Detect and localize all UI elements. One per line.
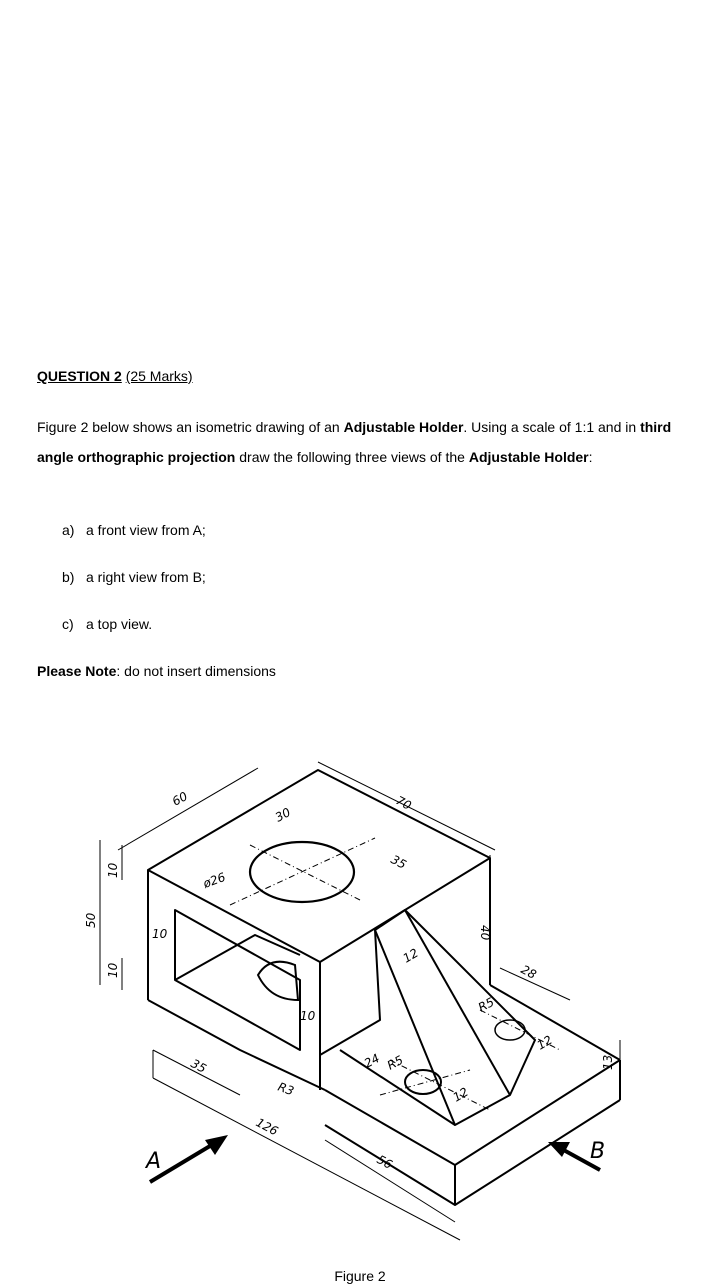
dim-40: 40 [478, 925, 492, 941]
dim-10-d: 10 [300, 1009, 316, 1023]
dim-r3: R3 [275, 1079, 296, 1099]
dim-70: 70 [393, 793, 414, 813]
dim-r5-b: R5 [384, 1052, 406, 1073]
dim-35: 35 [188, 1056, 209, 1076]
figure-caption: Figure 2 [334, 1268, 386, 1284]
list-item-label: b) [62, 569, 75, 585]
paragraph-bold: Adjustable Holder [468, 449, 589, 465]
dim-10-b: 10 [152, 927, 168, 941]
dim-13: 13 [601, 1054, 615, 1070]
dim-12-c: 12 [450, 1084, 471, 1105]
view-label-a: A [146, 1149, 162, 1174]
list-item-text: a top view. [86, 616, 153, 632]
question-paragraph [37, 412, 677, 472]
dim-30: 30 [272, 805, 293, 825]
dim-12-a: 12 [400, 945, 421, 966]
list-item-text: a right view from B; [86, 569, 206, 585]
dim-r5-a: R5 [475, 994, 497, 1015]
view-arrow-a [150, 1135, 228, 1182]
list-item [62, 569, 206, 585]
note [37, 663, 276, 679]
paragraph-text: Figure 2 below shows an isometric drawing of an [37, 419, 344, 435]
paragraph-bold: third angle orthographic projection [37, 419, 672, 465]
list-item-label: a) [62, 522, 75, 538]
list-item-text: a front view from A; [86, 522, 206, 538]
dim-10-c: 10 [106, 962, 120, 978]
dim-28: 28 [518, 962, 539, 982]
dim-12-b: 12 [534, 1032, 555, 1053]
question-number: QUESTION 2 [37, 368, 122, 384]
note-label: Please Note [37, 663, 117, 679]
list-item-label: c) [62, 616, 74, 632]
question-marks: (25 Marks) [125, 368, 193, 384]
dim-24: 24 [361, 1051, 382, 1071]
dim-60: 60 [169, 789, 190, 809]
paragraph-bold: Adjustable Holder [343, 419, 464, 435]
dim-10-a: 10 [106, 862, 120, 878]
slot-hole [495, 1020, 525, 1040]
list-item [62, 522, 206, 538]
paragraph-text: draw the following three views of the [235, 449, 469, 465]
base-hole [405, 1070, 441, 1094]
view-label-b: B [590, 1139, 606, 1164]
paragraph-text: : [588, 449, 593, 465]
dim-126: 126 [253, 1115, 281, 1139]
paragraph-text: . Using a scale of 1:1 and in [463, 419, 641, 435]
question-heading [37, 368, 193, 384]
dim-35-top: 35 [388, 852, 409, 872]
isometric-drawing [0, 740, 720, 1268]
list-item [62, 616, 152, 632]
dim-56: 56 [374, 1152, 395, 1172]
dim-phi26: ø26 [201, 869, 228, 891]
dim-50: 50 [84, 912, 98, 928]
note-text: : do not insert dimensions [116, 663, 276, 679]
